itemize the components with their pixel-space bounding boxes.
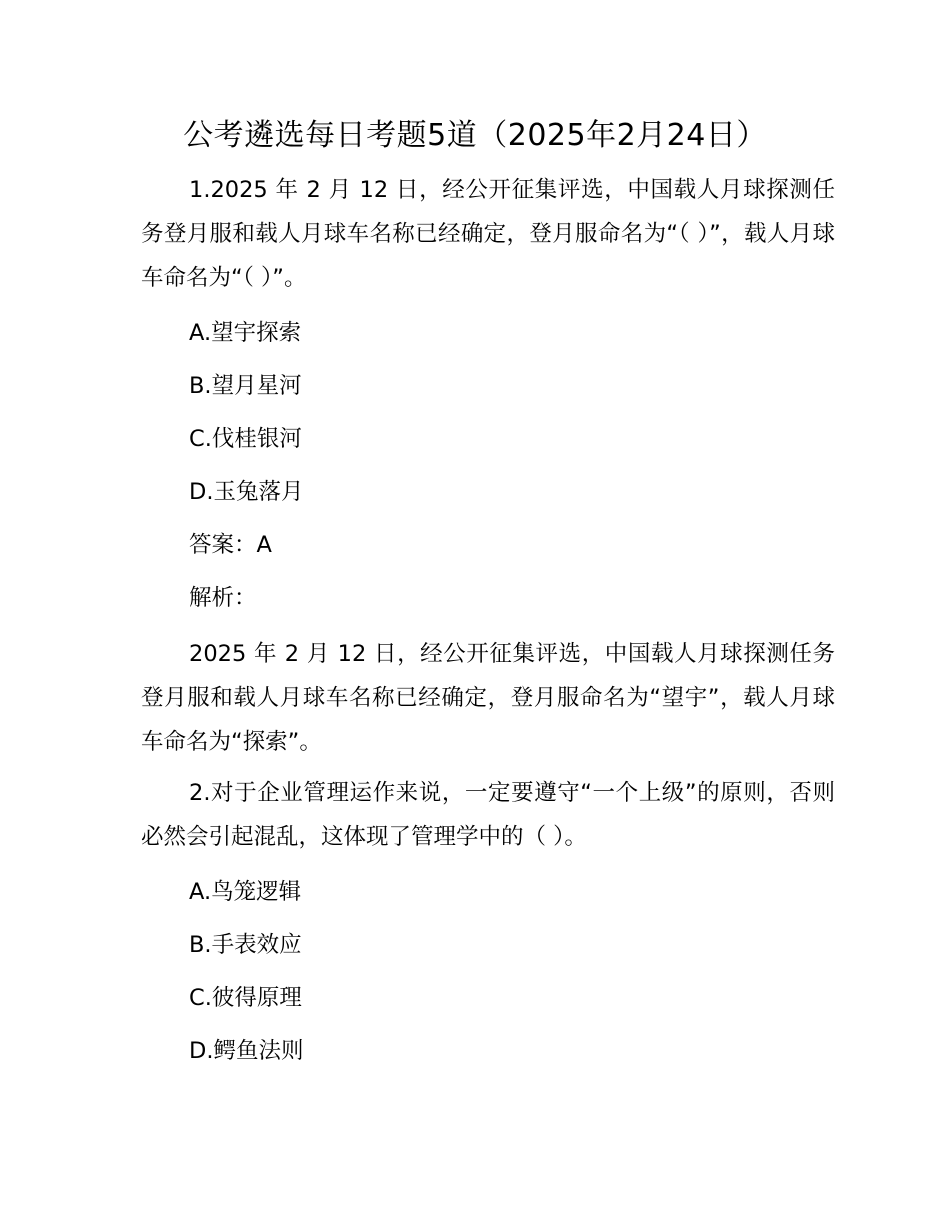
document-title: 公考遴选每日考题5道（2025年2月24日） [183,118,767,153]
option-d: D.鳄鱼法则 [189,1038,304,1064]
option-a: A.鸟笼逻辑 [189,879,302,905]
question-2 [141,771,835,1078]
answer-text: 答案：A [189,532,272,558]
option-d: D.玉兔落月 [189,479,304,505]
analysis-text: 2025 年 2 月 12 日，经公开征集评选，中国载人月球探测任务登月服和载人月球车名称已经确定，登月服命名为“望宇”，载人月球车命名为“探索”。 [141,641,835,755]
option-c: C.伐桂银河 [189,426,302,452]
question-stem: 1.2025 年 2 月 12 日，经公开征集评选，中国载人月球探测任务登月服和载人月球车名称已经确定，登月服命名为“（ ）”，载人月球车命名为“（ ）”。 [141,177,835,291]
option-c: C.彼得原理 [189,985,302,1011]
option-b: B.手表效应 [189,932,302,958]
question-1 [141,168,835,764]
option-b: B.望月星河 [189,373,302,399]
option-a: A.望宇探索 [189,320,302,346]
document-body [141,168,835,1078]
analysis-label: 解析： [189,585,257,611]
question-stem: 2.对于企业管理运作来说，一定要遵守“一个上级”的原则，否则必然会引起混乱，这体现了管理学中的（ ）。 [141,780,835,850]
